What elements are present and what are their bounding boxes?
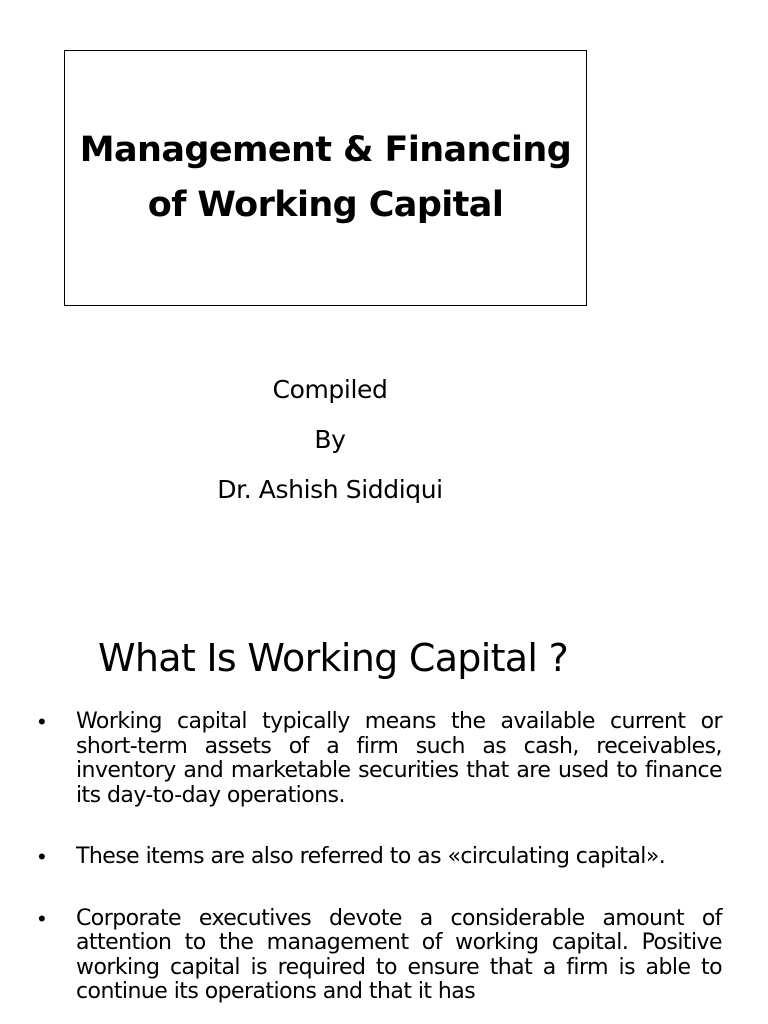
bullet-text: These items are also referred to as «circulating capital». (76, 844, 666, 869)
bullet-item (30, 907, 722, 1005)
content-slide (0, 576, 768, 1024)
presentation-title (80, 123, 571, 233)
bullet-text: Corporate executives devote a considerable amount of attention to the management of working capital. Positive working capital is required to ensure that a firm is able to continue its operations and that it has (76, 905, 722, 1004)
compiled-label: Compiled (272, 375, 388, 404)
title-line-2: of Working Capital (147, 185, 504, 225)
bullet-list (30, 710, 722, 1024)
bullet-item (30, 845, 722, 870)
slide-heading: What Is Working Capital ? (98, 636, 569, 680)
bullet-dot-icon: • (38, 844, 46, 869)
bullet-dot-icon: • (38, 709, 46, 734)
bullet-text: Working capital typically means the available current or short-term assets of a firm such as cash, receivables, inventory and marketable securities that are used to finance its day-to-day operations. (76, 709, 722, 808)
author-name: Dr. Ashish Siddiqui (217, 475, 443, 504)
title-box (64, 50, 587, 306)
author-credit (150, 365, 510, 515)
by-label: By (314, 425, 346, 454)
title-line-1: Management & Financing (79, 130, 572, 170)
bullet-item (30, 710, 722, 808)
bullet-dot-icon: • (38, 905, 46, 931)
